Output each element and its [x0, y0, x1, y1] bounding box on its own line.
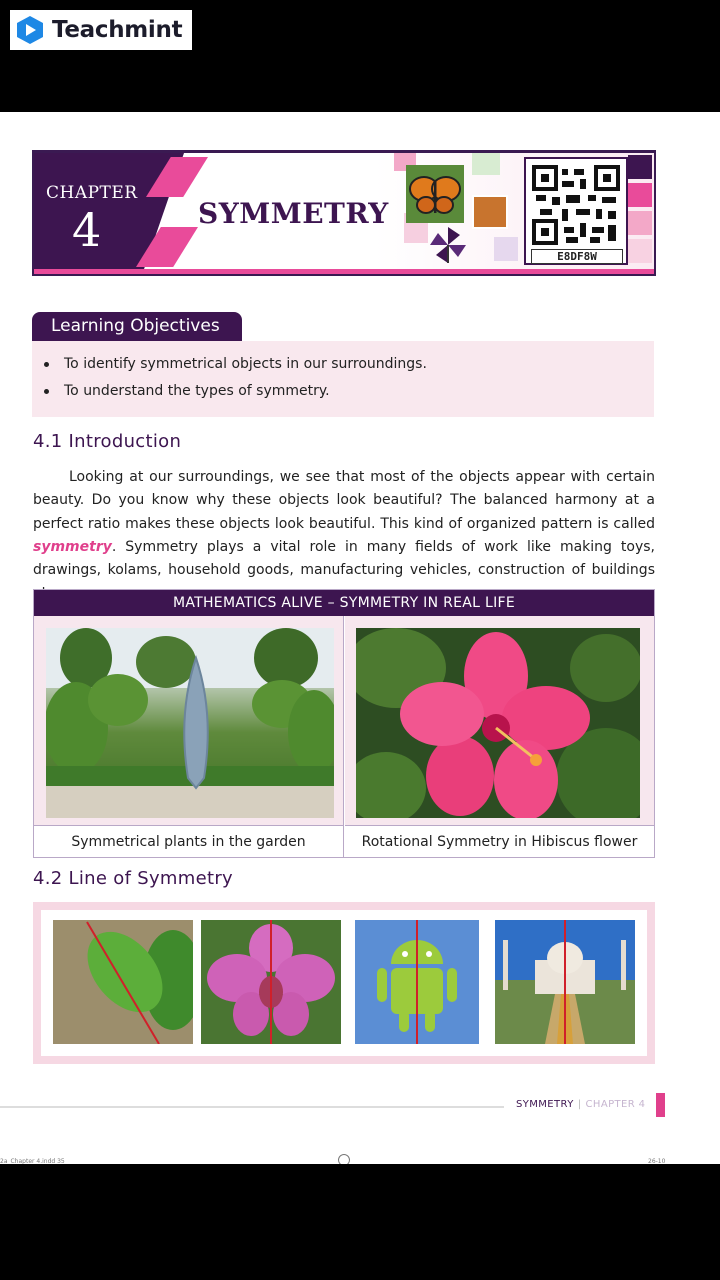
line-of-symmetry-images [41, 910, 647, 1056]
brand-badge[interactable] [10, 10, 192, 50]
print-info-right: 26-10 [648, 1158, 666, 1164]
chapter-label: CHAPTER [46, 183, 138, 203]
keyword-symmetry: symmetry [33, 538, 112, 555]
chapter-number: 4 [72, 203, 102, 257]
mathematics-alive-title: MATHEMATICS ALIVE – SYMMETRY IN REAL LIFE [34, 590, 654, 616]
section-heading-introduction: 4.1 Introduction [33, 431, 182, 452]
qr-code-icon [532, 165, 620, 245]
butterfly-icon [406, 165, 464, 223]
bottom-bar [0, 1164, 720, 1280]
pinwheel-icon [428, 225, 468, 265]
footer-divider [0, 1106, 504, 1108]
registration-mark-icon [338, 1154, 350, 1164]
footer-marker [656, 1093, 665, 1117]
chapter-banner [32, 150, 656, 276]
section-heading-line-of-symmetry: 4.2 Line of Symmetry [33, 868, 233, 889]
bullet-icon [44, 389, 49, 394]
mathematics-alive-box [33, 589, 655, 858]
brand-name: Teachmint [52, 17, 183, 43]
top-bar [0, 0, 720, 112]
objective-item: To identify symmetrical objects in our surroundings. [44, 356, 427, 372]
learning-objectives-box [32, 341, 654, 417]
taj-mahal-image[interactable] [495, 920, 635, 1044]
orchid-image[interactable] [201, 920, 341, 1044]
qr-code-text: E8DF8W [531, 249, 623, 264]
garden-image[interactable] [46, 628, 334, 818]
android-image[interactable] [355, 920, 479, 1044]
garden-cell [34, 616, 344, 857]
color-swatch [628, 183, 652, 207]
footer-running-title: SYMMETRY | CHAPTER 4 [516, 1099, 646, 1110]
hibiscus-cell [345, 616, 654, 857]
cookie-icon [472, 195, 508, 229]
bullet-icon [44, 362, 49, 367]
line-of-symmetry-strip [33, 902, 655, 1064]
qr-code[interactable] [524, 157, 628, 265]
document-page[interactable] [0, 112, 720, 1164]
color-swatch [628, 239, 652, 263]
leaf-image[interactable] [53, 920, 193, 1044]
caption-hibiscus: Rotational Symmetry in Hibiscus flower [345, 825, 654, 857]
objective-item: To understand the types of symmetry. [44, 383, 330, 399]
color-swatch [628, 155, 652, 179]
chapter-title: SYMMETRY [198, 197, 389, 230]
hibiscus-image[interactable] [356, 628, 640, 818]
teachmint-logo-icon [16, 15, 44, 45]
learning-objectives-title: Learning Objectives [32, 312, 242, 341]
color-swatch [628, 211, 652, 235]
introduction-paragraph: Looking at our surroundings, we see that most of the objects appear with certain beauty. Do you know why these objects look beautiful? The balanced harmony at a perfect ratio makes these objects look beautiful. This kind of organized pattern is called symmetry. Symmetry plays a vital role in many fields of work like making toys, drawings, kolams, household goods, manufacturing vehicles, construction of buildings [33, 469, 655, 579]
print-info-left: 2a_Chapter 4.indd 35 [0, 1158, 65, 1164]
banner-underline [34, 269, 654, 274]
caption-garden: Symmetrical plants in the garden [34, 825, 343, 857]
